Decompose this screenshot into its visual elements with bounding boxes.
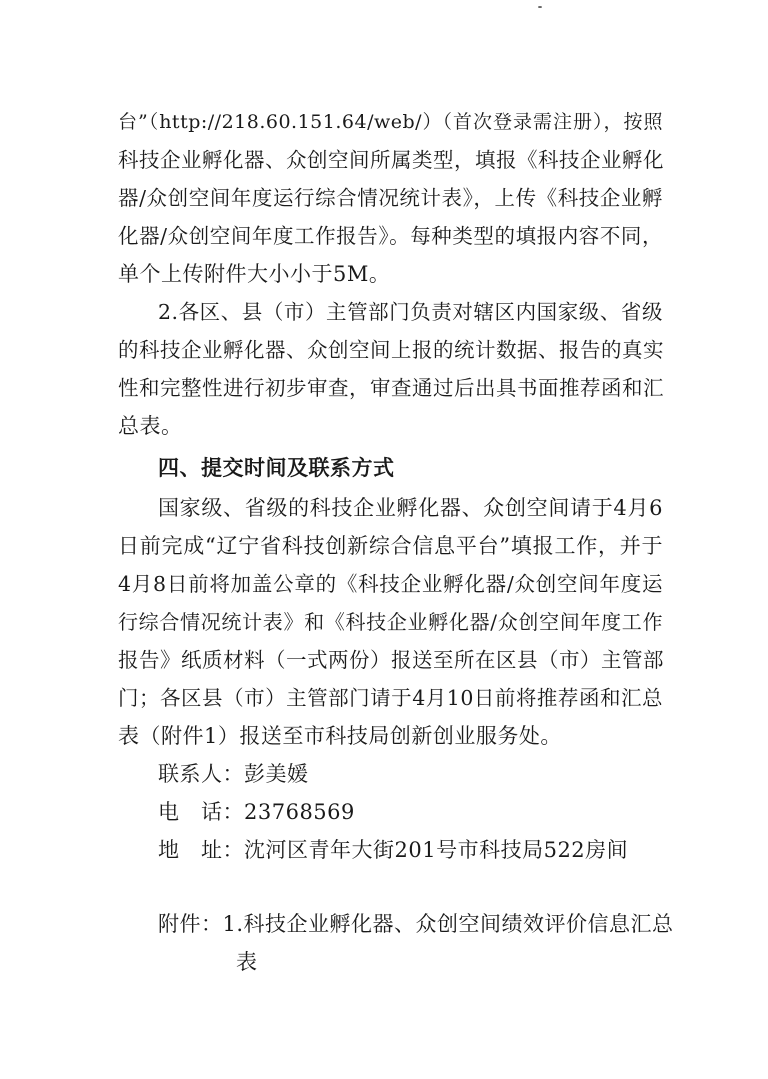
- paragraph-line: 科技企业孵化器、众创空间所属类型，填报《科技企业孵化: [118, 148, 664, 172]
- paragraph-line: 台”（http://218.60.151.64/web/）（首次登录需注册），按照: [118, 111, 663, 133]
- paragraph-line: 单个上传附件大小小于5M。: [118, 262, 391, 286]
- paragraph-line: 2.各区、县（市）主管部门负责对辖区内国家级、省级: [158, 300, 663, 324]
- paragraph-line: 行综合情况统计表》和《科技企业孵化器/众创空间年度工作: [118, 610, 663, 634]
- paragraph-line: 表（附件1）报送至市科技局创新创业服务处。: [118, 724, 562, 748]
- section-heading: 四、提交时间及联系方式: [158, 455, 395, 480]
- paragraph-line: 总表。: [118, 414, 183, 438]
- scan-speck: [538, 6, 542, 8]
- paragraph-line: 报告》纸质材料（一式两份）报送至所在区县（市）主管部: [118, 648, 664, 672]
- contact-address: 地 址：沈河区青年大街201号市科技局522房间: [158, 838, 629, 862]
- paragraph-line: 门；各区县（市）主管部门请于4月10日前将推荐函和汇总: [118, 686, 663, 710]
- attachment-line: 表: [236, 950, 258, 974]
- paragraph-line: 的科技企业孵化器、众创空间上报的统计数据、报告的真实: [118, 338, 664, 362]
- paragraph-line: 化器/众创空间年度工作报告》。每种类型的填报内容不同，: [118, 224, 663, 248]
- attachment-line: 附件：1.科技企业孵化器、众创空间绩效评价信息汇总: [158, 912, 674, 936]
- paragraph-line: 性和完整性进行初步审查，审查通过后出具书面推荐函和汇: [118, 376, 664, 400]
- paragraph-line: 日前完成“辽宁省科技创新综合信息平台”填报工作，并于: [118, 534, 663, 558]
- paragraph-line: 器/众创空间年度运行综合情况统计表》，上传《科技企业孵: [118, 186, 663, 210]
- contact-person: 联系人：彭美媛: [158, 762, 309, 786]
- paragraph-line: 4月8日前将加盖公章的《科技企业孵化器/众创空间年度运: [118, 572, 663, 596]
- paragraph-line: 国家级、省级的科技企业孵化器、众创空间请于4月6: [158, 496, 663, 520]
- contact-phone: 电 话：23768569: [158, 800, 355, 824]
